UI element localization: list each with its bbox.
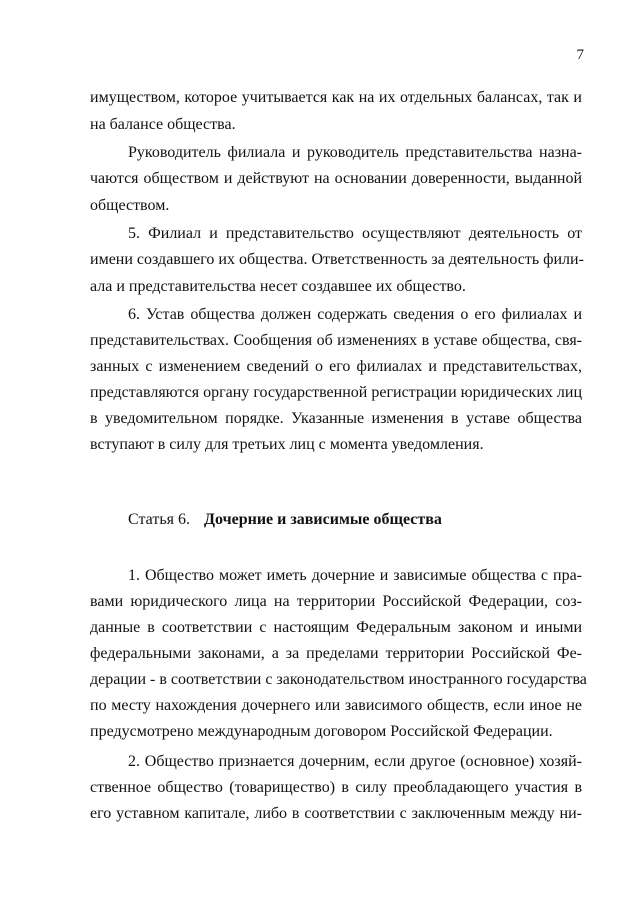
- paragraph-line: федеральными законами, а за пределами территории Российской Фе-: [90, 645, 582, 662]
- paragraph-line: данные в соответствии с настоящим Федеральным законом и иными: [90, 619, 582, 636]
- paragraph-line: на балансе общества.: [90, 116, 236, 133]
- paragraph-line: дерации - в соответствии с законодательством иностранного государства: [90, 671, 587, 688]
- paragraph-line: имуществом, которое учитывается как на их отдельных балансах, так и: [90, 89, 582, 106]
- paragraph-line: его уставном капитале, либо в соответствии с заключенным между ни-: [90, 805, 582, 822]
- article-number: Статья 6.: [128, 511, 190, 528]
- paragraph-line: Руководитель филиала и руководитель представительства назна-: [128, 144, 582, 161]
- paragraph-line: в уведомительном порядке. Указанные изменения в уставе общества: [90, 410, 582, 427]
- paragraph-line: вами юридического лица на территории Российской Федерации, соз-: [90, 593, 582, 610]
- paragraph-line: имени создавшего их общества. Ответственность за деятельность фили-: [90, 251, 584, 268]
- paragraph-line: чаются обществом и действуют на основании доверенности, выданной: [90, 170, 582, 187]
- paragraph-line: 5. Филиал и представительство осуществляют деятельность от: [128, 225, 582, 242]
- paragraph-line: обществом.: [90, 197, 170, 214]
- paragraph-line: 6. Устав общества должен содержать сведения о его филиалах и: [128, 306, 582, 323]
- paragraph-line: представляются органу государственной регистрации юридических лиц: [90, 384, 582, 401]
- article-heading: [128, 510, 442, 530]
- paragraph-line: по месту нахождения дочернего или зависимого обществ, если иное не: [90, 697, 582, 714]
- paragraph-line: 1. Общество может иметь дочерние и зависимые общества с пра-: [128, 567, 582, 584]
- paragraph-line: представительствах. Сообщения об изменениях в уставе общества, свя-: [90, 332, 582, 349]
- paragraph-line: вступают в силу для третьих лиц с момента уведомления.: [90, 436, 484, 453]
- paragraph-line: 2. Общество признается дочерним, если другое (основное) хозяй-: [128, 753, 582, 770]
- article-title: Дочерние и зависимые общества: [203, 511, 442, 528]
- paragraph-line: занных с изменением сведений о его филиалах и представительствах,: [90, 358, 582, 375]
- paragraph-line: ала и представительства несет создавшее их общество.: [90, 278, 466, 295]
- page-number: 7: [576, 47, 584, 63]
- paragraph-line: ственное общество (товарищество) в силу преобладающего участия в: [90, 779, 582, 796]
- paragraph-line: предусмотрено международным договором Российской Федерации.: [90, 723, 553, 740]
